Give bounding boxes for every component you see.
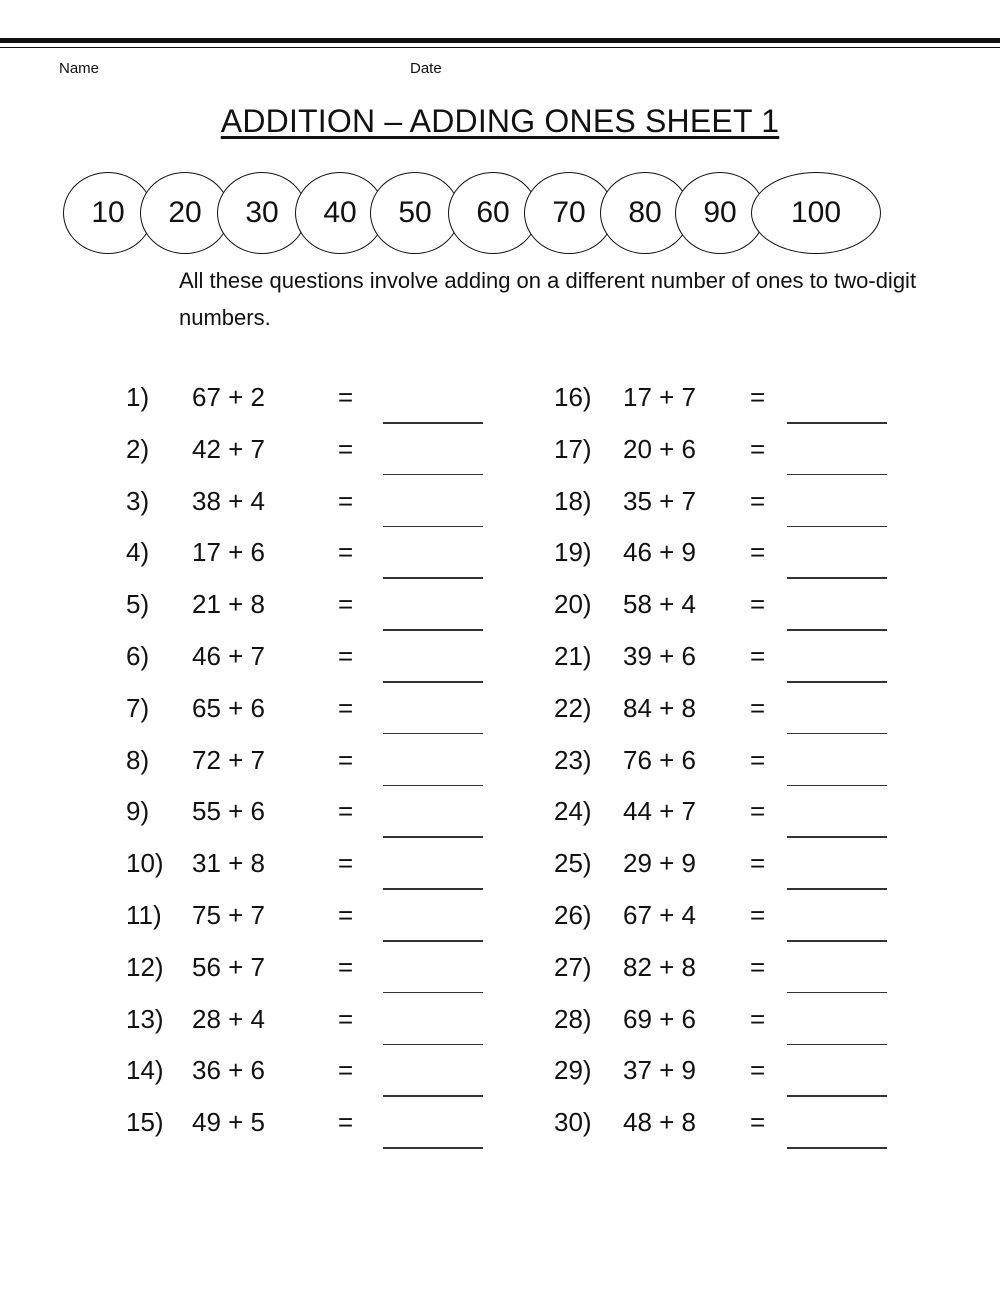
problem-expression: 46 + 9 [623, 537, 697, 568]
equals-sign: = [750, 382, 766, 412]
problem-number: 10) [126, 848, 164, 879]
answer-blank[interactable] [383, 888, 483, 890]
problem-number: 5) [126, 589, 150, 620]
answer-blank[interactable] [383, 1095, 483, 1097]
problem-row [126, 382, 546, 434]
answer-blank[interactable] [383, 526, 483, 528]
problem-number: 30) [554, 1107, 592, 1138]
problem-row [126, 486, 546, 538]
problem-number: 21) [554, 641, 592, 671]
problem-number: 18) [554, 485, 592, 516]
problem-expression: 69 + 6 [623, 1003, 697, 1034]
equals-sign: = [338, 433, 354, 464]
answer-blank[interactable] [383, 474, 483, 476]
problem-expression: 75 + 7 [192, 900, 266, 930]
equals-sign: = [338, 900, 354, 930]
problem-row [126, 589, 546, 641]
problem-number: 19) [554, 537, 592, 568]
problem-number: 28) [554, 1003, 592, 1034]
problem-row [554, 382, 974, 434]
problem-row [554, 952, 974, 1004]
problem-number: 9) [126, 796, 150, 827]
problem-row [126, 745, 546, 797]
equals-sign: = [750, 1107, 766, 1138]
problem-expression: 35 + 7 [623, 485, 697, 516]
problem-row [554, 537, 974, 589]
answer-blank[interactable] [383, 785, 483, 787]
problem-row [554, 745, 974, 797]
problem-row [554, 693, 974, 745]
problem-row [554, 486, 974, 538]
problem-expression: 31 + 8 [192, 848, 266, 879]
problem-expression: 76 + 6 [623, 744, 697, 775]
problem-row [126, 1004, 546, 1056]
number-bubble-line [0, 0, 1000, 260]
problem-number: 13) [126, 1003, 164, 1034]
equals-sign: = [750, 951, 766, 982]
problem-row [554, 589, 974, 641]
problem-row [126, 848, 546, 900]
problem-expression: 67 + 4 [623, 900, 697, 930]
problem-number: 3) [126, 485, 150, 516]
number-bubble: 60 [448, 172, 538, 254]
answer-blank[interactable] [787, 888, 887, 890]
equals-sign: = [750, 744, 766, 775]
answer-blank[interactable] [383, 836, 483, 838]
problem-expression: 84 + 8 [623, 692, 697, 723]
equals-sign: = [338, 485, 354, 516]
problem-expression: 49 + 5 [192, 1107, 266, 1138]
name-label: Name [59, 60, 100, 77]
number-bubble: 30 [217, 172, 307, 254]
problem-expression: 44 + 7 [623, 796, 697, 827]
equals-sign: = [338, 951, 354, 982]
equals-sign: = [750, 641, 766, 671]
answer-blank[interactable] [383, 422, 483, 424]
problem-expression: 21 + 8 [192, 589, 266, 620]
answer-blank[interactable] [787, 733, 887, 735]
problem-number: 24) [554, 796, 592, 827]
equals-sign: = [338, 744, 354, 775]
answer-blank[interactable] [383, 733, 483, 735]
answer-blank[interactable] [787, 422, 887, 424]
equals-sign: = [338, 589, 354, 620]
instructions-text: All these questions involve adding on a different number of ones to two-digit numbers. [179, 268, 917, 330]
problem-expression: 39 + 6 [623, 641, 697, 671]
problem-expression: 55 + 6 [192, 796, 266, 827]
problem-expression: 28 + 4 [192, 1003, 266, 1034]
problem-number: 7) [126, 692, 150, 723]
equals-sign: = [750, 433, 766, 464]
problem-number: 26) [554, 900, 592, 930]
answer-blank[interactable] [383, 629, 483, 631]
problem-number: 11) [126, 900, 162, 930]
problem-number: 4) [126, 537, 150, 568]
problem-number: 14) [126, 1055, 164, 1086]
problem-row [554, 434, 974, 486]
problem-expression: 46 + 7 [192, 641, 266, 671]
problem-row [126, 641, 546, 693]
equals-sign: = [750, 900, 766, 930]
number-bubble: 80 [600, 172, 690, 254]
answer-blank[interactable] [787, 940, 887, 942]
answer-blank[interactable] [787, 1147, 887, 1149]
problem-row [126, 952, 546, 1004]
number-bubble: 20 [140, 172, 230, 254]
equals-sign: = [750, 692, 766, 723]
problem-number: 8) [126, 744, 150, 775]
problem-expression: 67 + 2 [192, 382, 266, 412]
problem-expression: 29 + 9 [623, 848, 697, 879]
equals-sign: = [338, 382, 354, 412]
problem-number: 6) [126, 641, 150, 671]
equals-sign: = [338, 848, 354, 879]
problem-number: 16) [554, 382, 592, 412]
answer-blank[interactable] [787, 681, 887, 683]
problem-expression: 72 + 7 [192, 744, 266, 775]
problem-expression: 17 + 6 [192, 537, 266, 568]
problem-row [554, 796, 974, 848]
answer-blank[interactable] [383, 1044, 483, 1046]
date-label: Date [410, 60, 442, 77]
problem-row [126, 1055, 546, 1107]
answer-blank[interactable] [787, 577, 887, 579]
equals-sign: = [338, 796, 354, 827]
problem-expression: 82 + 8 [623, 951, 697, 982]
equals-sign: = [338, 1055, 354, 1086]
problem-row [126, 434, 546, 486]
problem-row [126, 1107, 546, 1159]
number-bubble: 100 [751, 172, 881, 254]
problem-expression: 36 + 6 [192, 1055, 266, 1086]
equals-sign: = [338, 1107, 354, 1138]
equals-sign: = [750, 589, 766, 620]
page-title: ADDITION – ADDING ONES SHEET 1 [220, 103, 780, 139]
problem-row [554, 1107, 974, 1159]
problem-expression: 58 + 4 [623, 589, 697, 620]
answer-blank[interactable] [787, 836, 887, 838]
problem-number: 15) [126, 1107, 164, 1138]
answer-blank[interactable] [383, 992, 483, 994]
problem-number: 23) [554, 744, 592, 775]
problem-row [554, 1004, 974, 1056]
problem-number: 27) [554, 951, 592, 982]
answer-blank[interactable] [787, 1044, 887, 1046]
problem-row [126, 796, 546, 848]
problem-expression: 56 + 7 [192, 951, 266, 982]
problem-number: 20) [554, 589, 592, 620]
equals-sign: = [750, 796, 766, 827]
problem-expression: 17 + 7 [623, 382, 697, 412]
problem-number: 22) [554, 692, 592, 723]
equals-sign: = [750, 485, 766, 516]
answer-blank[interactable] [383, 1147, 483, 1149]
answer-blank[interactable] [383, 940, 483, 942]
problem-row [554, 900, 974, 952]
answer-blank[interactable] [383, 681, 483, 683]
problem-expression: 37 + 9 [623, 1055, 697, 1086]
problem-number: 29) [554, 1055, 592, 1086]
number-bubble: 90 [675, 172, 765, 254]
problem-expression: 48 + 8 [623, 1107, 697, 1138]
number-bubble: 40 [295, 172, 385, 254]
equals-sign: = [750, 1003, 766, 1034]
problem-row [126, 693, 546, 745]
problem-row [554, 848, 974, 900]
problem-number: 12) [126, 951, 164, 982]
equals-sign: = [338, 1003, 354, 1034]
problem-number: 17) [554, 433, 592, 464]
problem-row [126, 537, 546, 589]
equals-sign: = [750, 537, 766, 568]
problem-expression: 42 + 7 [192, 433, 266, 464]
answer-blank[interactable] [787, 992, 887, 994]
answer-blank[interactable] [787, 785, 887, 787]
equals-sign: = [338, 641, 354, 671]
problem-number: 1) [126, 382, 150, 412]
number-bubble: 10 [63, 172, 153, 254]
equals-sign: = [750, 1055, 766, 1086]
problem-expression: 38 + 4 [192, 485, 266, 516]
problem-number: 25) [554, 848, 592, 879]
problem-expression: 20 + 6 [623, 433, 697, 464]
answer-blank[interactable] [787, 1095, 887, 1097]
problem-row [554, 641, 974, 693]
number-bubble: 70 [524, 172, 614, 254]
problem-row [126, 900, 546, 952]
equals-sign: = [750, 848, 766, 879]
problem-number: 2) [126, 433, 150, 464]
equals-sign: = [338, 537, 354, 568]
answer-blank[interactable] [787, 526, 887, 528]
answer-blank[interactable] [787, 474, 887, 476]
answer-blank[interactable] [787, 629, 887, 631]
answer-blank[interactable] [383, 577, 483, 579]
equals-sign: = [338, 692, 354, 723]
number-bubble: 50 [370, 172, 460, 254]
problem-expression: 65 + 6 [192, 692, 266, 723]
problem-row [554, 1055, 974, 1107]
